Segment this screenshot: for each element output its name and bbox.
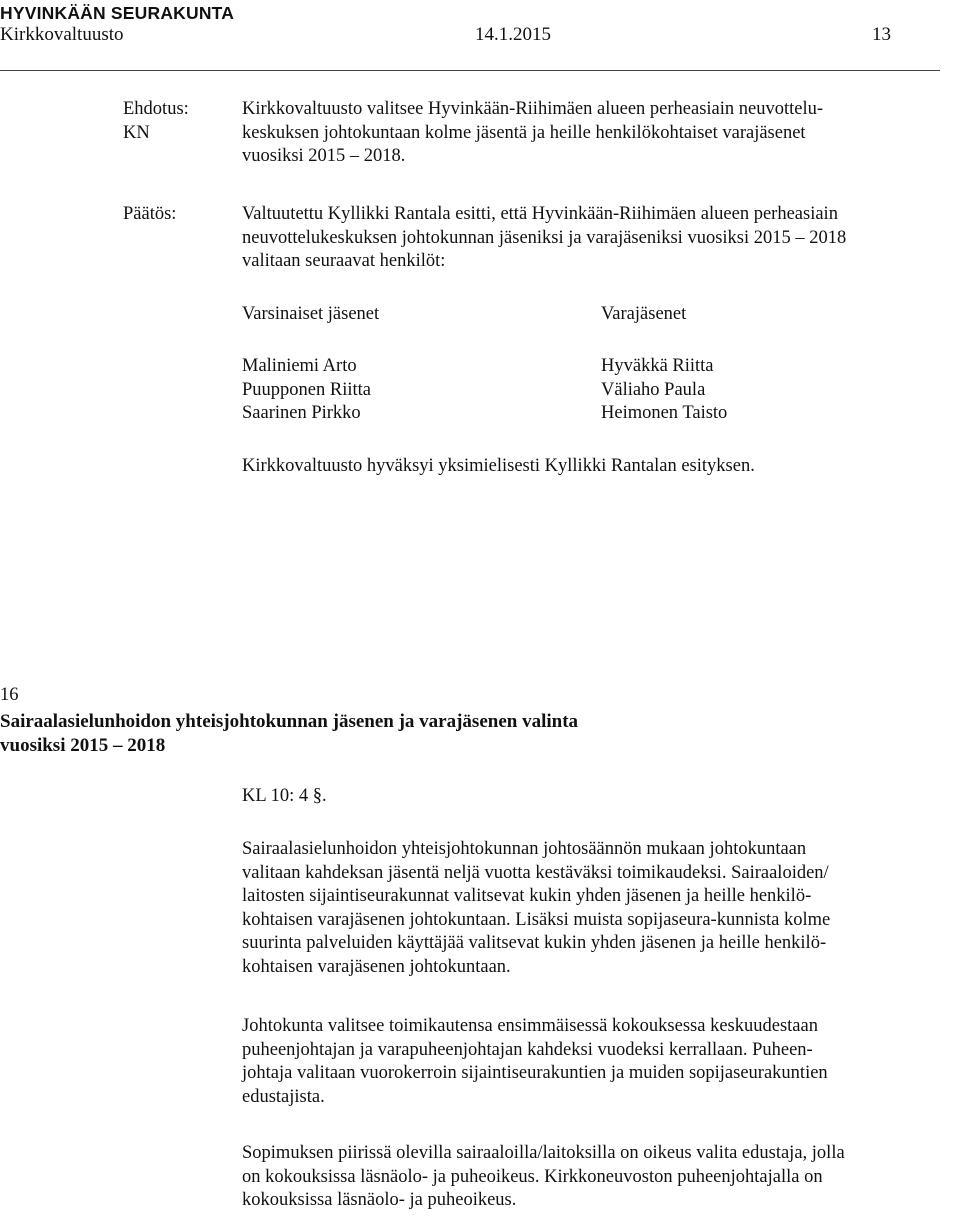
deputy-name: Heimonen Taisto xyxy=(601,403,728,423)
paragraph-line: kokouksissa läsnäolo- ja puheoikeus. xyxy=(242,1190,517,1210)
paragraph-line: Sairaalasielunhoidon yhteisjohtokunnan johtosäännön mukaan johtokuntaan xyxy=(242,839,807,859)
paragraph-line: kohtaisen varajäsenen johtokuntaan. Lisäksi muista sopijaseura-kunnista kolme xyxy=(242,909,831,930)
section-paragraph-1 xyxy=(242,838,957,979)
decision-line: Valtuutettu Kyllikki Rantala esitti, että Hyvinkään-Riihimäen alueen perheasiain xyxy=(242,204,838,224)
section-paragraph-3 xyxy=(242,1142,957,1213)
paragraph-line: edustajista. xyxy=(242,1086,325,1107)
organization-name: HYVINKÄÄN SEURAKUNTA xyxy=(0,3,235,23)
page-number: 13 xyxy=(872,24,891,45)
proposal-line: keskuksen johtokuntaan kolme jäsentä ja heille henkilökohtaiset varajäsenet xyxy=(242,122,806,143)
proposal-author: KN xyxy=(123,122,150,143)
deputy-name: Väliaho Paula xyxy=(601,379,706,400)
header-divider xyxy=(0,70,940,71)
paragraph-line: Johtokunta valitsee toimikautensa ensimmäisessä kokouksessa keskuudestaan xyxy=(242,1016,818,1036)
decision-line: valitaan seuraavat henkilöt: xyxy=(242,251,446,271)
section-title xyxy=(0,710,578,758)
deputies-heading: Varajäsenet xyxy=(601,304,687,324)
paragraph-line: johtaja valitaan vuorokerroin sijaintiseurakuntien ja muiden sopijaseurakuntien xyxy=(242,1063,828,1083)
member-name: Maliniemi Arto xyxy=(242,356,357,376)
decision-result: Kirkkovaltuusto hyväksyi yksimielisesti Kyllikki Rantalan esityksen. xyxy=(242,456,755,476)
member-name: Saarinen Pirkko xyxy=(242,403,361,423)
paragraph-line: on kokouksissa läsnäolo- ja puheoikeus. Kirkkoneuvoston puheenjohtajalla on xyxy=(242,1166,823,1187)
member-name: Puupponen Riitta xyxy=(242,379,371,400)
decision-text xyxy=(242,203,957,274)
proposal-label-text: Ehdotus: xyxy=(123,99,189,119)
members-heading: Varsinaiset jäsenet xyxy=(242,304,380,324)
legal-reference: KL 10: 4 §. xyxy=(242,786,327,806)
section-number: 16 xyxy=(0,685,19,705)
paragraph-line: laitosten sijaintiseurakunnat valitsevat kukin yhden jäsenen ja heille henkilö- xyxy=(242,886,812,906)
proposal-line: Kirkkovaltuusto valitsee Hyvinkään-Riihimäen alueen perheasiain neuvottelu- xyxy=(242,99,824,119)
paragraph-line: suurinta palveluiden käyttäjää valitsevat kukin yhden jäsenen ja heille henkilö- xyxy=(242,933,827,953)
proposal-text xyxy=(242,98,957,169)
paragraph-line: puheenjohtajan ja varapuheenjohtajan kahdeksi vuodeksi kerrallaan. Puheen- xyxy=(242,1039,813,1060)
section-title-line: vuosiksi 2015 – 2018 xyxy=(0,735,166,756)
paragraph-line: Sopimuksen piirissä olevilla sairaaloilla/laitoksilla on oikeus valita edustaja, jolla xyxy=(242,1143,845,1163)
paragraph-line: valitaan kahdeksan jäsentä neljä vuotta kestäväksi toimikaudeksi. Sairaaloiden/ xyxy=(242,862,829,883)
deputies-list xyxy=(601,355,727,426)
section-paragraph-2 xyxy=(242,1015,957,1109)
proposal-line: vuosiksi 2015 – 2018. xyxy=(242,146,406,166)
decision-line: neuvottelukeskuksen johtokunnan jäseniksi ja varajäseniksi vuosiksi 2015 – 2018 xyxy=(242,227,847,248)
paragraph-line: kohtaisen varajäsenen johtokuntaan. xyxy=(242,956,511,977)
meeting-date: 14.1.2015 xyxy=(475,24,551,45)
decision-label: Päätös: xyxy=(123,204,177,224)
proposal-label xyxy=(123,98,189,145)
members-list xyxy=(242,355,371,426)
deputy-name: Hyväkkä Riitta xyxy=(601,356,714,376)
section-title-line: Sairaalasielunhoidon yhteisjohtokunnan jäsenen ja varajäsenen valinta xyxy=(0,711,579,732)
governing-body: Kirkkovaltuusto xyxy=(0,24,124,45)
document-header xyxy=(0,24,940,48)
